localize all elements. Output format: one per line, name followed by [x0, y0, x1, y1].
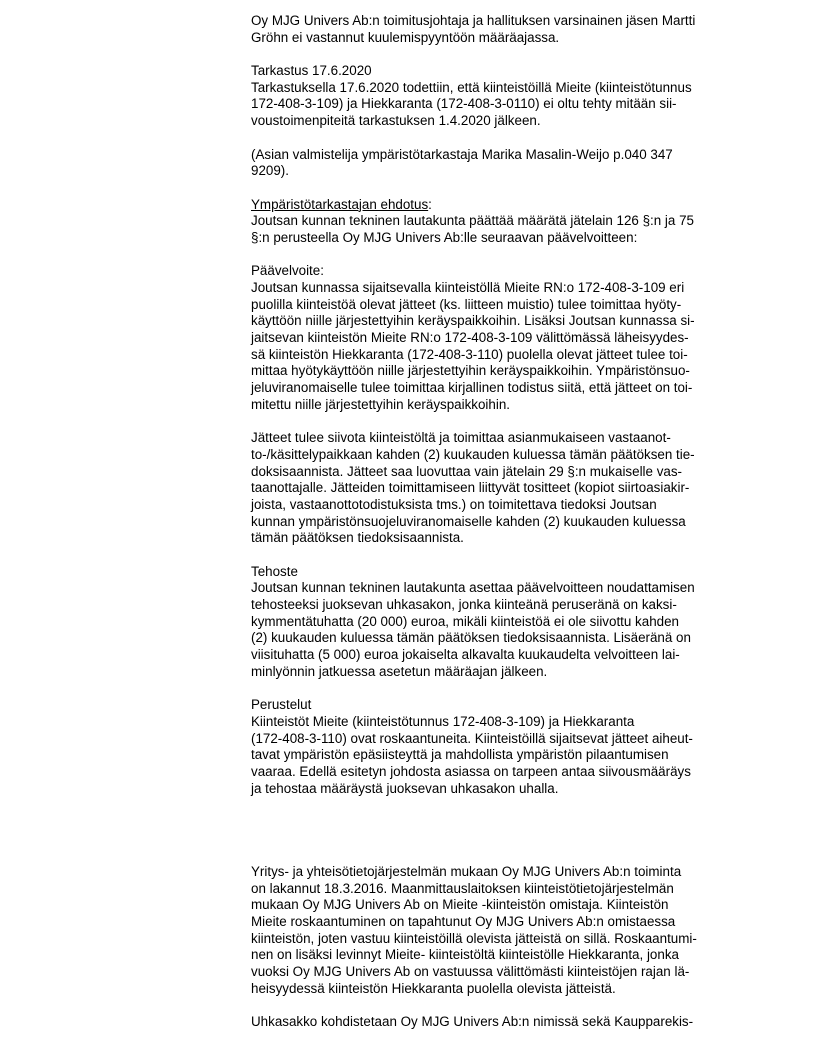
- proposal-heading-colon: :: [428, 196, 432, 212]
- text-line: 172-408-3-109) ja Hiekkaranta (172-408-3-0110) ei oltu tehty mitään sii-: [251, 96, 677, 112]
- text-line: (172-408-3-110) ovat roskaantuneita. Kiinteistöillä sijaitsevat jätteet aiheut-: [251, 730, 693, 746]
- text-line: puolilla kiinteistöä olevat jätteet (ks. liitteen muistio) tulee toimittaa hyöty-: [251, 296, 682, 312]
- text-line: taanottajalle. Jätteiden toimittamiseen liittyvät tositteet (kopiot siirtoasiakir-: [251, 480, 690, 496]
- paragraph-company-register: [251, 864, 751, 998]
- paragraph-preparer: [251, 147, 751, 180]
- paragraph-penalty-target: [251, 1014, 751, 1031]
- text-line: kymmentätuhatta (20 000) euroa, mikäli kiinteistöä ei ole siivottu kahden: [251, 613, 679, 629]
- text-line: Jätteet tulee siivota kiinteistöltä ja toimittaa asianmukaiseen vastaanot-: [251, 430, 671, 446]
- proposal-heading-underlined: Ympäristötarkastajan ehdotus: [251, 196, 429, 212]
- text-line: sä kiinteistön Hiekkaranta (172-408-3-110) puolella olevat jätteet tulee toi-: [251, 346, 688, 362]
- text-line: ja tehostaa määräystä juoksevan uhkasakon uhalla.: [251, 780, 559, 796]
- section-heading-reasons: Perustelut: [251, 697, 312, 713]
- text-line: Uhkasakko kohdistetaan Oy MJG Univers Ab:n nimissä sekä Kaupparekis-: [251, 1014, 694, 1030]
- text-line: Joutsan kunnan tekninen lautakunta päättää määrätä jätelain 126 §:n ja 75: [251, 213, 694, 229]
- text-line: Yritys- ja yhteisötietojärjestelmän mukaan Oy MJG Univers Ab:n toiminta: [251, 864, 682, 879]
- text-line: viisituhatta (5 000) euroa jokaiselta alkavalta kuukaudelta velvoitteen lai-: [251, 647, 680, 663]
- text-line: to-/käsittelypaikkaan kahden (2) kuukauden kuluessa tämän päätöksen tie-: [251, 446, 695, 462]
- text-line: tämän päätöksen tiedoksisaannista.: [251, 530, 464, 546]
- section-inspection: [251, 63, 751, 130]
- text-line: Mieite roskaantuminen on tapahtunut Oy MJG Univers Ab:n omistaessa: [251, 914, 676, 930]
- text-line: vaaraa. Edellä esitetyn johdosta asiassa on tarpeen antaa siivousmääräys: [251, 763, 691, 779]
- text-line: doksisaannista. Jätteet saa luovuttaa vain jätelain 29 §:n mukaiselle vas-: [251, 463, 682, 479]
- section-heading-main-obligation: Päävelvoite:: [251, 263, 324, 279]
- section-heading-proposal: [251, 197, 751, 214]
- text-line: vuoksi Oy MJG Univers Ab on vastuussa välittömästi kiinteistöjen rajan lä-: [251, 964, 690, 980]
- text-line: Oy MJG Univers Ab:n toimitusjohtaja ja hallituksen varsinainen jäsen Martti: [251, 13, 696, 28]
- text-line: on lakannut 18.3.2016. Maanmittauslaitoksen kiinteistötietojärjestelmän: [251, 880, 674, 896]
- section-heading-inspection: Tarkastus 17.6.2020: [251, 63, 372, 79]
- text-line: minlyönnin jatkuessa asetetun määräajan jälkeen.: [251, 663, 548, 679]
- text-line: jeluviranomaiselle tulee toimittaa kirjallinen todistus siitä, että jätteet on toi-: [251, 380, 693, 396]
- paragraph-waste-cleanup: [251, 430, 751, 547]
- text-line: Tarkastuksella 17.6.2020 todettiin, että kiinteistöillä Mieite (kiinteistötunnus: [251, 79, 692, 95]
- text-line: heisyydessä kiinteistön Hiekkaranta puolella olevista jätteistä.: [251, 980, 616, 996]
- text-line: mitettu niille järjestettyihin keräyspaikkoihin.: [251, 396, 510, 412]
- text-line: mittaa hyötykäyttöön niille järjestettyihin keräyspaikkoihin. Ympäristönsuo-: [251, 363, 690, 379]
- text-line: (Asian valmistelija ympäristötarkastaja Marika Masalin-Weijo p.040 347: [251, 146, 673, 162]
- section-enforcement: [251, 564, 751, 681]
- text-line: (2) kuukauden kuluessa tämän päätöksen tiedoksisaannista. Lisäeränä on: [251, 630, 691, 646]
- text-line: mukaan Oy MJG Univers Ab on Mieite -kiinteistön omistaja. Kiinteistön: [251, 897, 669, 913]
- text-line: §:n perusteella Oy MJG Univers Ab:lle seuraavan päävelvoitteen:: [251, 229, 638, 245]
- document-page: [251, 13, 751, 1031]
- section-reasons: [251, 697, 751, 797]
- text-line: käyttöön niille järjestettyihin keräyspaikkoihin. Lisäksi Joutsan kunnassa si-: [251, 313, 695, 329]
- text-line: 9209).: [251, 163, 289, 179]
- text-line: Kiinteistöt Mieite (kiinteistötunnus 172-408-3-109) ja Hiekkaranta: [251, 713, 635, 729]
- section-proposal: [251, 197, 751, 247]
- text-line: voustoimenpiteitä tarkastuksen 1.4.2020 jälkeen.: [251, 113, 541, 129]
- paragraph-ceo-no-reply: [251, 13, 751, 46]
- text-line: joista, vastaanottotodistuksista tms.) on toimitettava tiedoksi Joutsan: [251, 496, 657, 512]
- text-line: kunnan ympäristönsuojeluviranomaiselle kahden (2) kuukauden kuluessa: [251, 513, 686, 529]
- text-line: nen on lisäksi levinnyt Mieite- kiinteistöltä kiinteistölle Hiekkaranta, jonka: [251, 947, 679, 963]
- text-line: kiinteistön, joten vastuu kiinteistöillä olevista jätteistä on sillä. Roskaantumi-: [251, 930, 697, 946]
- section-heading-enforcement: Tehoste: [251, 563, 298, 579]
- text-line: Joutsan kunnassa sijaitsevalla kiinteistöllä Mieite RN:o 172-408-3-109 eri: [251, 280, 685, 295]
- text-line: jaitsevan kiinteistön Mieite RN:o 172-408-3-109 välittömässä läheisyydes-: [251, 330, 689, 346]
- text-line: Gröhn ei vastannut kuulemispyyntöön määräajassa.: [251, 29, 560, 45]
- text-line: Joutsan kunnan tekninen lautakunta asettaa päävelvoitteen noudattamisen: [251, 580, 695, 596]
- text-line: tavat ympäristön epäsiisteyttä ja mahdollista ympäristön pilaantumisen: [251, 747, 669, 763]
- section-main-obligation: [251, 263, 751, 413]
- text-line: tehosteeksi juoksevan uhkasakon, jonka kiinteänä peruseränä on kaksi-: [251, 597, 677, 613]
